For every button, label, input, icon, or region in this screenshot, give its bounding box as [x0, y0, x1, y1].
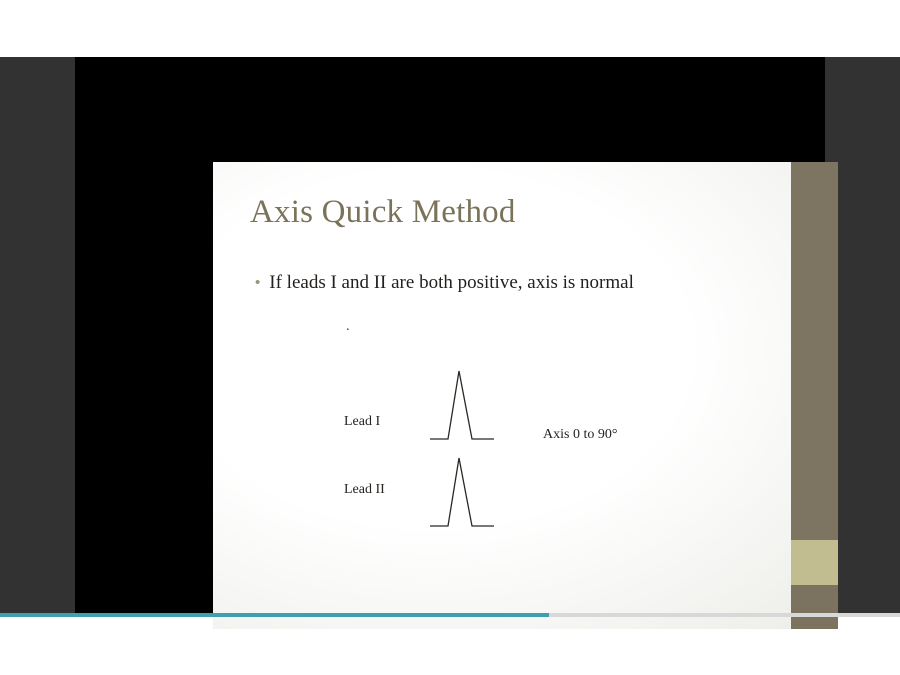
- slide-bullet-text: If leads I and II are both positive, axis is normal: [269, 272, 634, 293]
- video-progress-fill[interactable]: [0, 613, 549, 617]
- lead-two-label: Lead II: [344, 482, 385, 497]
- slide-accent-bar-light: [791, 540, 838, 585]
- ecg-waveform-lead-two-icon: [428, 454, 498, 529]
- slide-accent-bar-main: [791, 162, 838, 540]
- ecg-waveform-lead-one-icon: [428, 367, 498, 442]
- slide-sub-bullet-marker: .: [346, 319, 350, 334]
- bullet-dot-icon: •: [255, 274, 261, 291]
- lead-one-label: Lead I: [344, 414, 381, 429]
- video-player-frame[interactable]: [75, 57, 825, 617]
- slide-accent-bar-dark: [791, 585, 838, 629]
- slide-bullet: [255, 272, 634, 294]
- axis-range-label: Axis 0 to 90°: [543, 427, 618, 442]
- slide-title: Axis Quick Method: [250, 194, 516, 230]
- presentation-slide: [213, 162, 838, 629]
- slide-background: [213, 162, 838, 629]
